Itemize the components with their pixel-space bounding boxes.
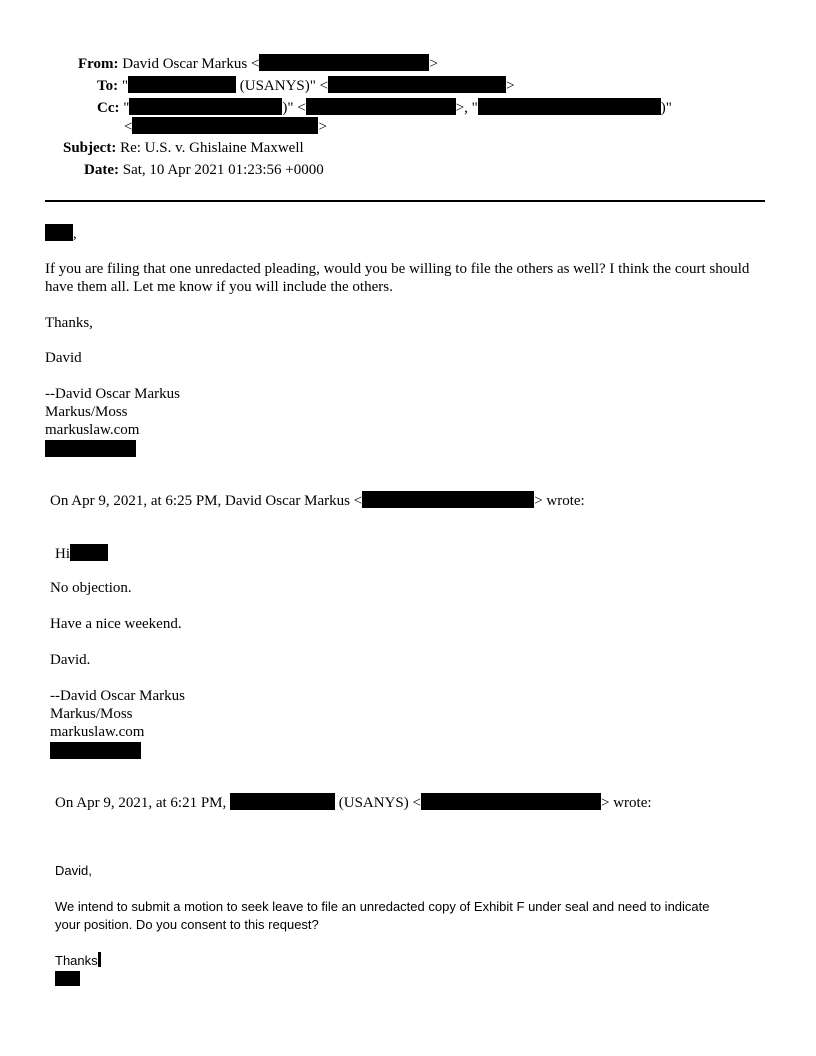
quote-body-line: your position. Do you consent to this request? <box>55 917 319 932</box>
redaction <box>478 98 661 115</box>
message-body <box>45 260 765 296</box>
angle-close: > <box>318 119 327 135</box>
subject-label: Subject: <box>63 140 117 156</box>
quote-thanks-text: Thanks <box>55 953 98 968</box>
greeting-line <box>45 224 77 243</box>
message-body-text: If you are filing that one unredacted pleading, would you be willing to file the others as well? I think the court should have them all. Let me know if you will include the others. <box>45 261 750 295</box>
quote-greeting <box>55 544 108 563</box>
redaction <box>98 952 101 967</box>
to-quote: " <box>121 78 128 94</box>
redaction <box>306 98 456 115</box>
from-row <box>78 54 438 73</box>
redaction <box>129 98 282 115</box>
quote-header-prefix: On Apr 9, 2021, at 6:21 PM, <box>55 795 231 811</box>
signature-website: markuslaw.com <box>50 724 145 740</box>
redaction <box>132 117 318 134</box>
quote-header-suffix: > wrote: <box>534 493 585 509</box>
redaction <box>45 224 73 241</box>
cc-quote: " <box>123 100 130 116</box>
cc-row <box>97 98 672 117</box>
cc-part1: )" < <box>282 100 306 116</box>
date-label: Date: <box>84 162 119 178</box>
quote-header-prefix: On Apr 9, 2021, at 6:25 PM, David Oscar Markus < <box>50 493 363 509</box>
angle-close: > <box>506 78 515 94</box>
signature-name: --David Oscar Markus <box>50 688 185 704</box>
message-signoff: David <box>45 350 82 366</box>
angle-close: > <box>429 56 438 72</box>
to-row <box>97 76 515 95</box>
signature-firm: Markus/Moss <box>45 404 128 420</box>
cc-part3: )" <box>660 100 672 116</box>
quote-thanks <box>55 952 101 970</box>
subject-value: Re: U.S. v. Ghislaine Maxwell <box>120 140 304 156</box>
redaction <box>50 742 141 759</box>
redaction <box>55 971 80 986</box>
quote-signoff: David. <box>50 652 91 668</box>
from-label: From: <box>78 56 119 72</box>
redaction <box>70 544 108 561</box>
to-value: (USANYS)" < <box>236 78 329 94</box>
redaction <box>45 440 136 457</box>
cc-line2-open: < <box>124 119 133 135</box>
signature-name: --David Oscar Markus <box>45 386 180 402</box>
quote-body: No objection. <box>50 580 132 596</box>
cc-row-2 <box>124 117 327 136</box>
date-value: Sat, 10 Apr 2021 01:23:56 +0000 <box>122 162 324 178</box>
to-label: To: <box>97 78 119 94</box>
header-divider <box>45 200 765 202</box>
subject-row <box>63 139 304 157</box>
redaction <box>230 793 335 810</box>
redaction <box>259 54 429 71</box>
quote-header <box>50 491 585 510</box>
signature-website: markuslaw.com <box>45 422 140 438</box>
redaction <box>362 491 534 508</box>
cc-label: Cc: <box>97 100 120 116</box>
quote-closing: Have a nice weekend. <box>50 616 182 632</box>
redaction <box>328 76 506 93</box>
redaction <box>421 793 601 810</box>
from-value: David Oscar Markus < <box>122 56 260 72</box>
signature-firm: Markus/Moss <box>50 706 133 722</box>
message-thanks: Thanks, <box>45 315 93 331</box>
cc-part2: >, " <box>455 100 478 116</box>
quote-header-mid: (USANYS) < <box>335 795 421 811</box>
quote-greeting: David, <box>55 863 92 878</box>
redaction <box>128 76 236 93</box>
quote-body-line: We intend to submit a motion to seek leave to file an unredacted copy of Exhibit F under seal and need to indicate <box>55 899 710 914</box>
quote-header-suffix: > wrote: <box>600 795 652 811</box>
date-row <box>84 161 324 179</box>
greeting-comma: , <box>73 226 77 242</box>
quote-header <box>55 793 652 812</box>
quote-greeting-text: Hi <box>55 546 70 562</box>
